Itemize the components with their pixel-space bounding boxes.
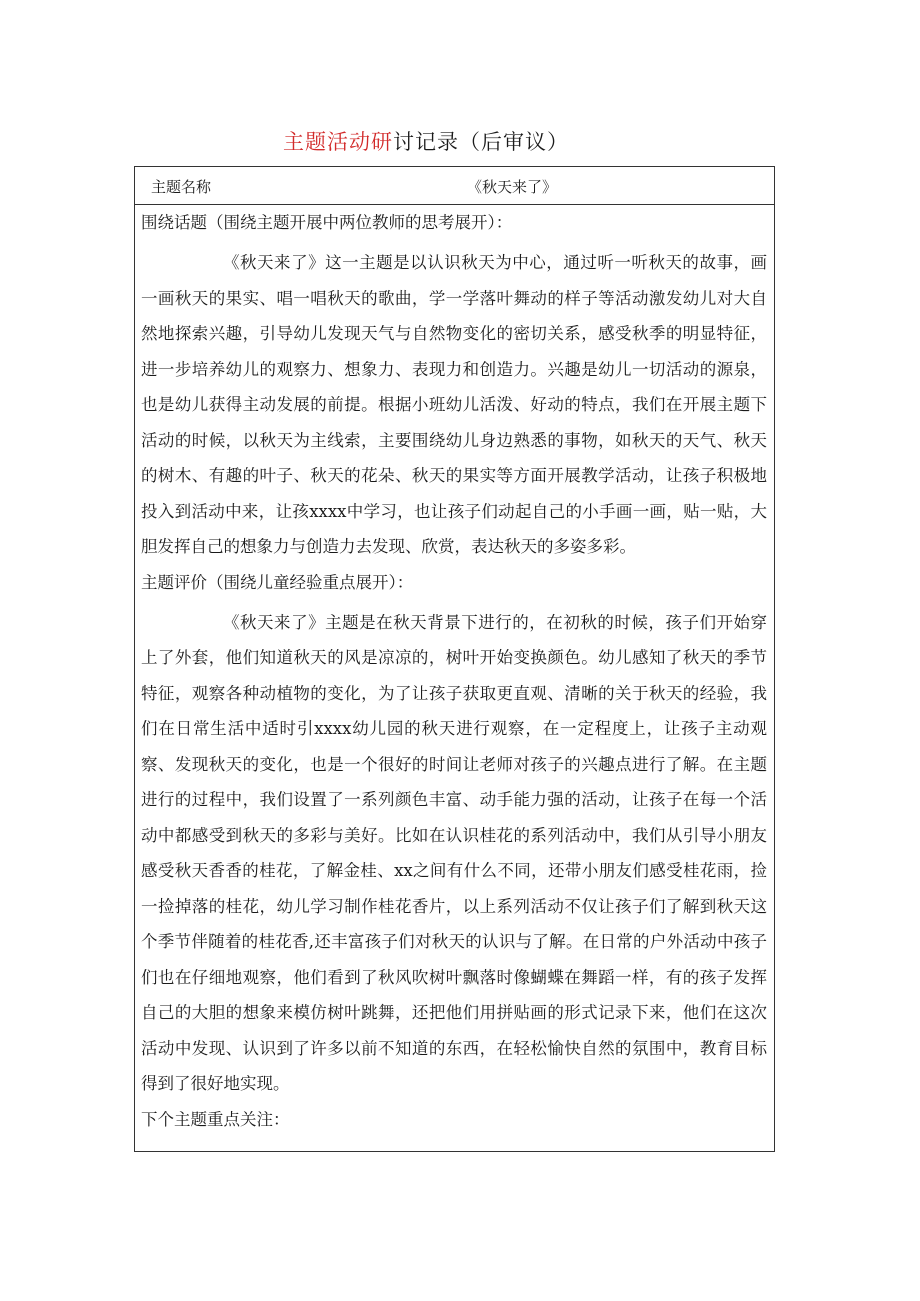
title-red-part: 主题活动研 bbox=[283, 130, 393, 154]
next-focus-heading: 下个主题重点关注： bbox=[141, 1109, 290, 1129]
record-table bbox=[134, 166, 775, 1152]
evaluation-paragraph: 《秋天来了》主题是在秋天背景下进行的，在初秋的时候，孩子们开始穿上了外套，他们知道秋天的风是凉凉的，树叶开始变换颜色。幼儿感知了秋天的季节特征，观察各种动植物的变化，为了让孩子获取更直观、清晰的关于秋天的经验，我们在日常生活中适时引xxxx幼儿园的秋天进行观察，在一定程度上，让孩子主动观察、发现秋天的变化，也是一个很好的时间让老师对孩子的兴趣点进行了解。在主题进行的过程中，我们设置了一系列颜色丰富、动手能力强的活动，让孩子在每一个活动中都感受到秋天的多彩与美好。比如在认识桂花的系列活动中，我们从引导小朋友感受秋天香香的桂花，了解金桂、xx之间有什么不同，还带小朋友们感受桂花雨，捡一捡掉落的桂花，幼儿学习制作桂花香片，以上系列活动不仅让孩子们了解到秋天这个季节伴随着的桂花香,还丰富孩子们对秋天的认识与了解。在日常的户外活动中孩子们也在仔细地观察，他们看到了秋风吹树叶飘落时像蝴蝶在舞蹈一样，有的孩子发挥自己的大胆的想象来模仿树叶跳舞，还把他们用拼贴画的形式记录下来，他们在这次活动中发现、认识到了许多以前不知道的东西，在轻松愉快自然的氛围中，教育目标得到了很好地实现。 bbox=[141, 612, 767, 1093]
topic-heading: 围绕话题（围绕主题开展中两位教师的思考展开）： bbox=[141, 213, 513, 232]
topic-paragraph: 《秋天来了》这一主题是以认识秋天为中心，通过听一听秋天的故事，画一画秋天的果实、唱一唱秋天的歌曲，学一学落叶舞动的样子等活动激发幼儿对大自然地探索兴趣，引导幼儿发现天气与自然物变化的密切关系，感受秋季的明显特征，进一步培养幼儿的观察力、想象力、表现力和创造力。兴趣是幼儿一切活动的源泉，也是幼儿获得主动发展的前提。根据小班幼儿活泼、好动的特点，我们在开展主题下活动的时候，以秋天为主线索，主要围绕幼儿身边熟悉的事物，如秋天的天气、秋天的树木、有趣的叶子、秋天的花朵、秋天的果实等方面开展教学活动，让孩子积极地投入到活动中来，让孩xxxx中学习，也让孩子们动起自己的小手画一画，贴一贴，大胆发挥自己的想象力与创造力去发现、欣赏，表达秋天的多姿多彩。 bbox=[141, 253, 767, 556]
title-black-part: 讨记录（后审议） bbox=[393, 130, 569, 154]
theme-name-label: 主题名称 bbox=[151, 178, 212, 196]
record-body bbox=[141, 205, 767, 1138]
theme-name-value: 《秋天来了》 bbox=[467, 178, 558, 196]
evaluation-heading: 主题评价（围绕儿童经验重点展开）： bbox=[141, 572, 414, 592]
theme-name-row bbox=[135, 167, 774, 205]
page-title bbox=[0, 126, 852, 156]
